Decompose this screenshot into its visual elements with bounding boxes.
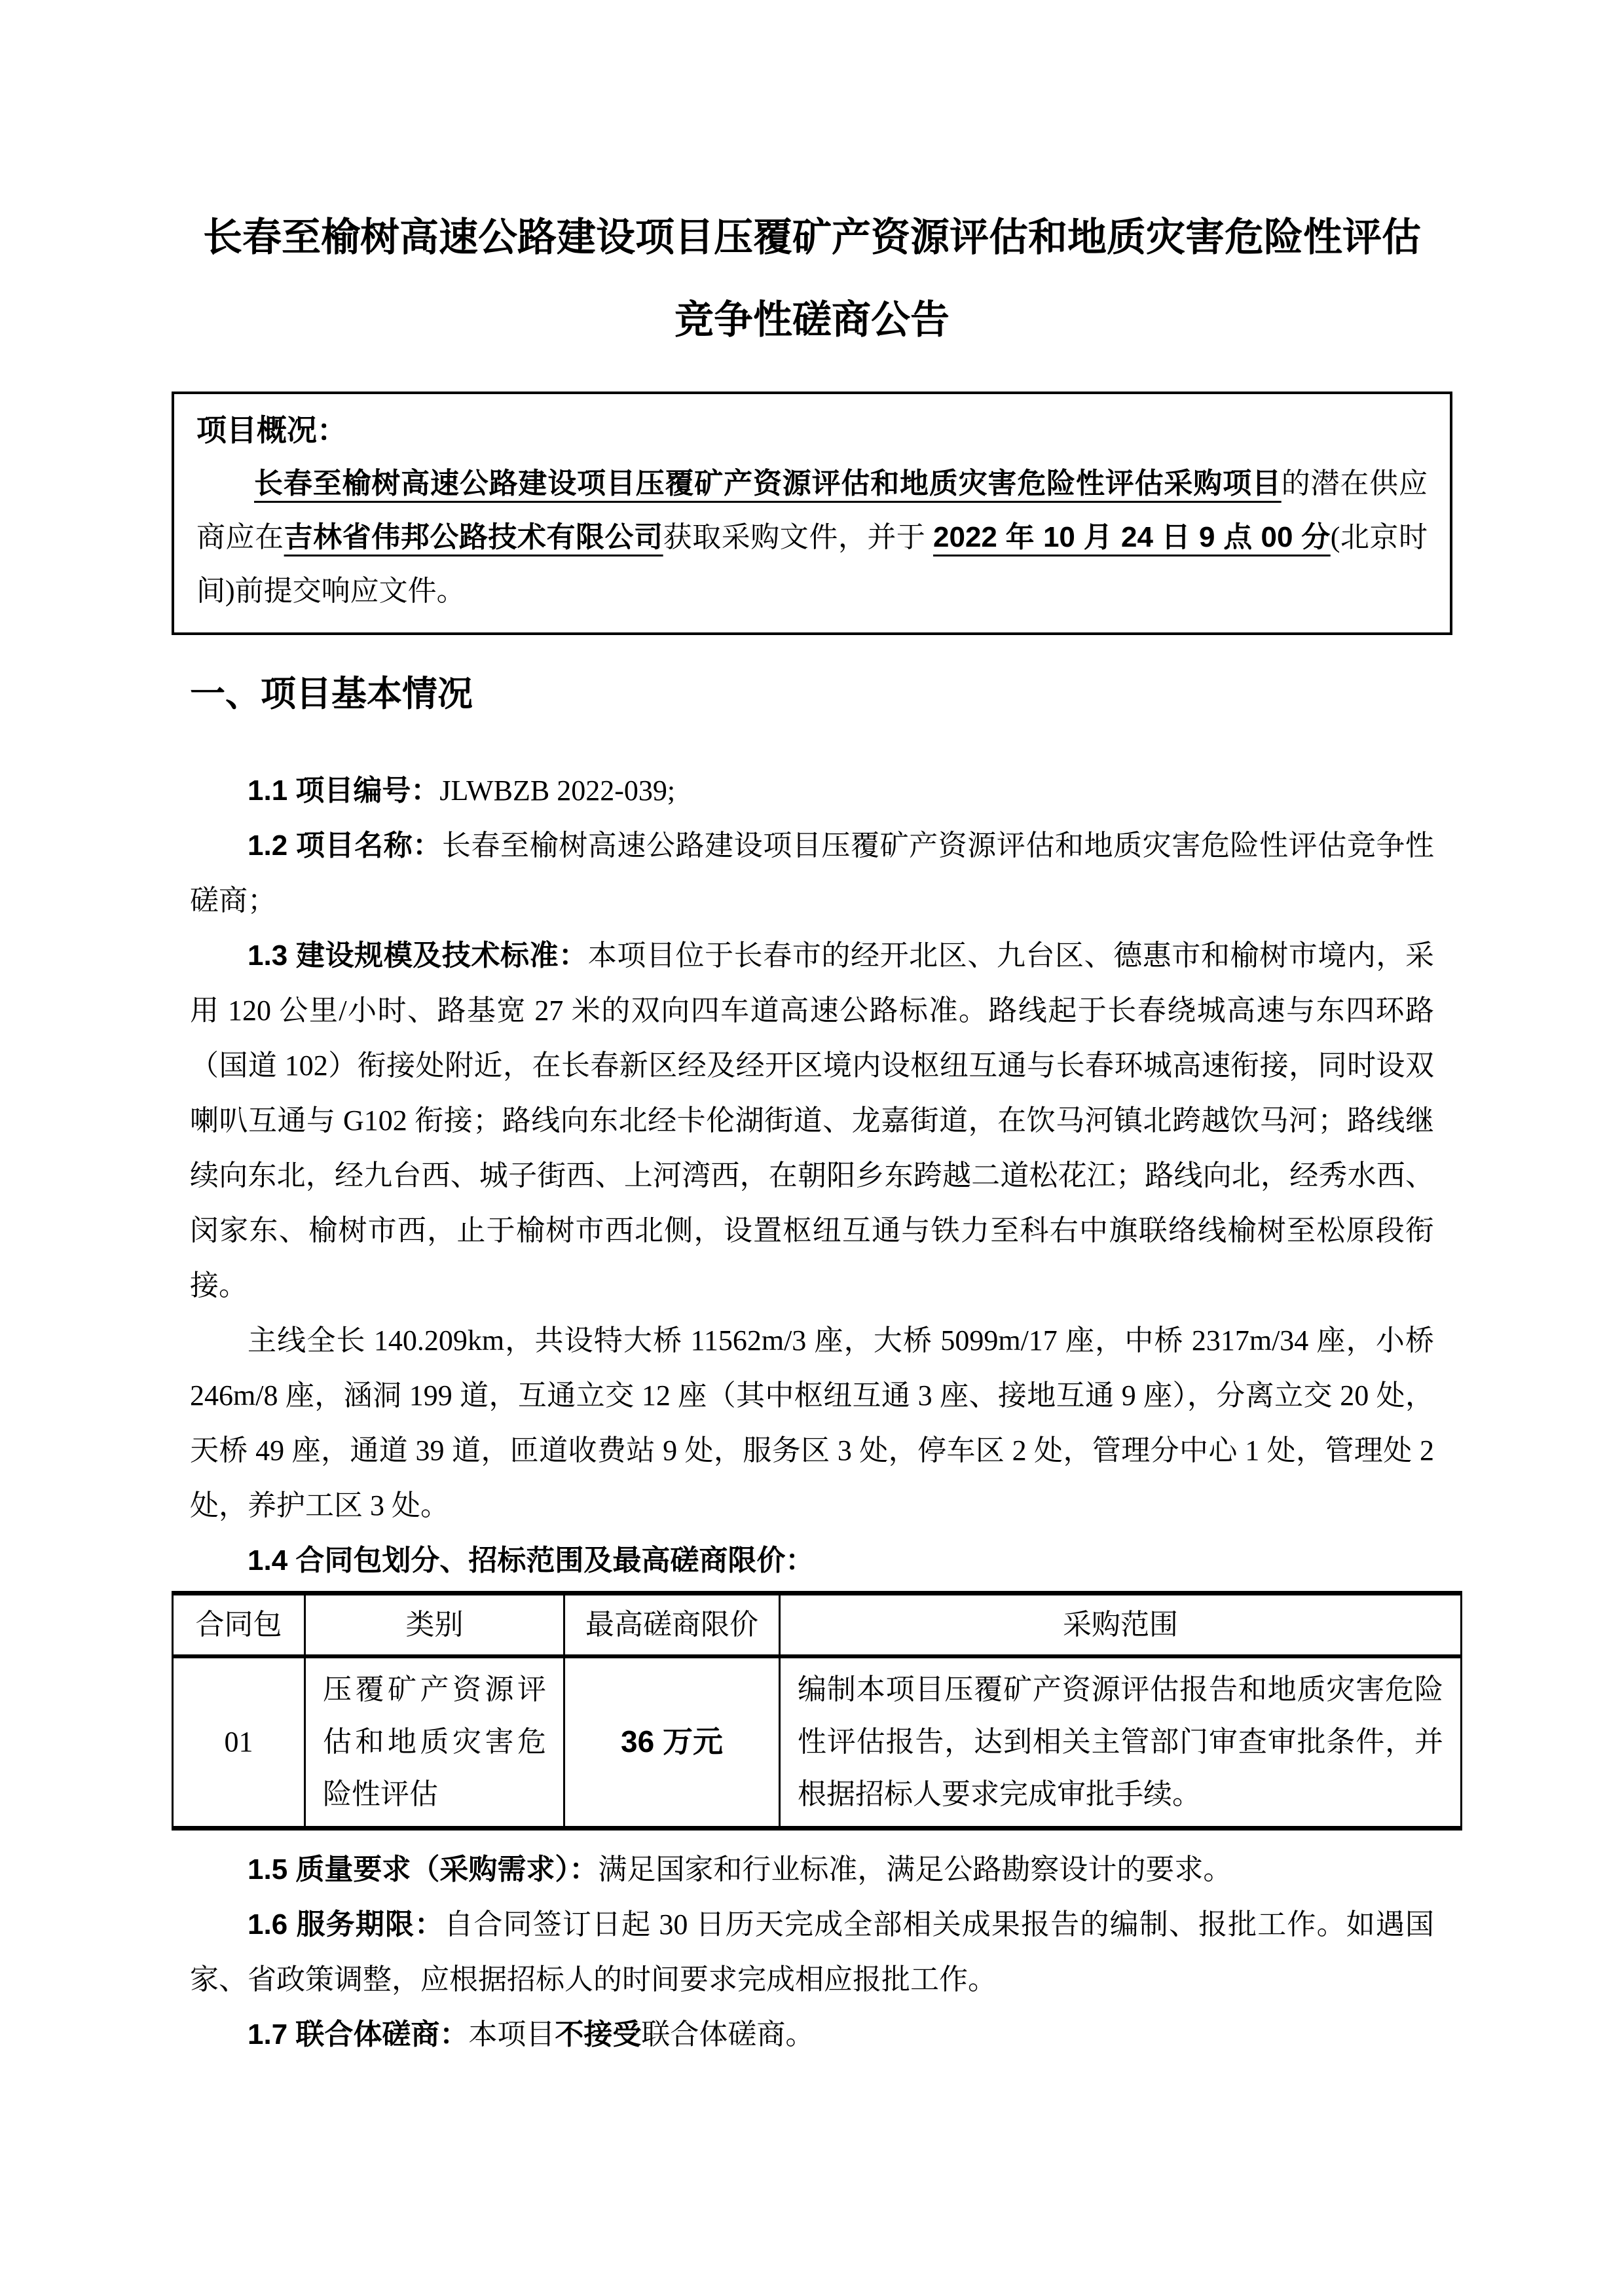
- overview-project-name: 长春至榆树高速公路建设项目压覆矿产资源评估和地质灾害危险性评估采购项目: [254, 467, 1282, 500]
- contract-package-table: [172, 1591, 1462, 1831]
- item-1-3-label: 1.3 建设规模及技术标准：: [248, 939, 588, 972]
- overview-text-2: 获取采购文件，并于: [663, 521, 934, 553]
- overview-label: 项目概况：: [196, 413, 347, 447]
- overview-deadline: 2022 年 10 月 24 日 9 点 00 分: [933, 521, 1331, 553]
- item-1-7-pre: 本项目: [468, 2018, 555, 2050]
- cell-scope: 编制本项目压覆矿产资源评估报告和地质灾害危险性评估报告，达到相关主管部门审查审批条件，并根据招标人要求完成审批手续。: [780, 1656, 1462, 1829]
- item-1-4-label: 1.4 合同包划分、招标范围及最高磋商限价：: [248, 1544, 815, 1576]
- doc-title-line1: 长春至榆树高速公路建设项目压覆矿产资源评估和地质灾害危险性评估: [203, 215, 1421, 259]
- item-1-3: [190, 928, 1434, 1313]
- overview-text-1: 的潜在供应商应在: [196, 467, 1428, 553]
- overview-box: [172, 392, 1452, 635]
- item-1-2-label: 1.2 项目名称：: [248, 829, 442, 862]
- header-package: 合同包: [173, 1594, 305, 1657]
- header-price-limit: 最高磋商限价: [564, 1594, 780, 1657]
- overview-agency-name: 吉林省伟邦公路技术有限公司: [284, 521, 663, 553]
- item-1-1: [190, 763, 1434, 818]
- item-1-6-label: 1.6 服务期限：: [248, 1908, 445, 1941]
- item-1-6-value: 自合同签订日起 30 日历天完成全部相关成果报告的编制、报批工作。如遇国家、省政策调整，应根据招标人的时间要求完成相应报批工作。: [190, 1908, 1435, 1995]
- item-1-2-value: 长春至榆树高速公路建设项目压覆矿产资源评估和地质灾害危险性评估竞争性磋商；: [190, 829, 1435, 917]
- overview-text-3: (北京时间)前提交响应文件。: [196, 521, 1428, 607]
- overview-paragraph: [196, 457, 1428, 618]
- section-1-heading: 一、项目基本情况: [190, 674, 473, 714]
- item-1-5-value: 满足国家和行业标准，满足公路勘察设计的要求。: [598, 1853, 1232, 1886]
- item-1-4: [190, 1533, 1434, 1588]
- item-1-3-value: 本项目位于长春市的经开北区、九台区、德惠市和榆树市境内，采用 120 公里/小时、路基宽 27 米的双向四车道高速公路标准。路线起于长春绕城高速与东四环路（国道 102）衔接处附近，在长春新区经及经开区境内设枢纽互通与长春环城高速衔接，同时设双喇叭互通与 G102 衔接；路线向东北经卡伦湖街道、龙嘉街道，在饮马河镇北跨越饮马河；路线继续向东北，经九台西、城子街西、上河湾西，在朝阳乡东跨越二道松花江；路线向北，经秀水西、闵家东、榆树市西，止于榆树市西北侧，设置枢纽互通与铁力至科右中旗联络线榆树至松原段衔接。: [190, 939, 1435, 1302]
- header-scope: 采购范围: [780, 1594, 1462, 1657]
- item-1-7-post: 联合体磋商。: [641, 2018, 815, 2050]
- item-1-1-value: JLWBZB 2022-039;: [439, 774, 676, 807]
- cell-category: 压覆矿产资源评估和地质灾害危险性评估: [305, 1656, 564, 1829]
- item-1-1-label: 1.1 项目编号：: [248, 774, 440, 807]
- table-row: [173, 1656, 1462, 1829]
- doc-title: [190, 196, 1434, 361]
- mainline-paragraph: 主线全长 140.209km，共设特大桥 11562m/3 座，大桥 5099m/17 座，中桥 2317m/34 座，小桥 246m/8 座，涵洞 199 道，互通立交 12 座（其中枢纽互通 3 座、接地互通 9 座），分离立交 20 处，天桥 49 座，通道 39 道，匝道收费站 9 处，服务区 3 处，停车区 2 处，管理分中心 1 处，管理处 2 处，养护工区 3 处。: [190, 1324, 1434, 1522]
- header-category: 类别: [305, 1594, 564, 1657]
- cell-package-id: 01: [173, 1656, 305, 1829]
- cell-price-limit: [564, 1656, 780, 1829]
- doc-title-line2: 竞争性磋商公告: [674, 298, 950, 342]
- item-1-6: [190, 1897, 1434, 2007]
- item-1-7: [190, 2007, 1434, 2062]
- item-1-7-label: 1.7 联合体磋商：: [248, 2018, 469, 2050]
- item-1-5: [190, 1842, 1434, 1897]
- table-header-row: [173, 1594, 1462, 1657]
- item-1-2: [190, 818, 1434, 928]
- item-1-7-bold: 不接受: [555, 2018, 642, 2050]
- item-1-5-label: 1.5 质量要求（采购需求）：: [248, 1853, 599, 1886]
- price-value: 36 万元: [621, 1724, 723, 1758]
